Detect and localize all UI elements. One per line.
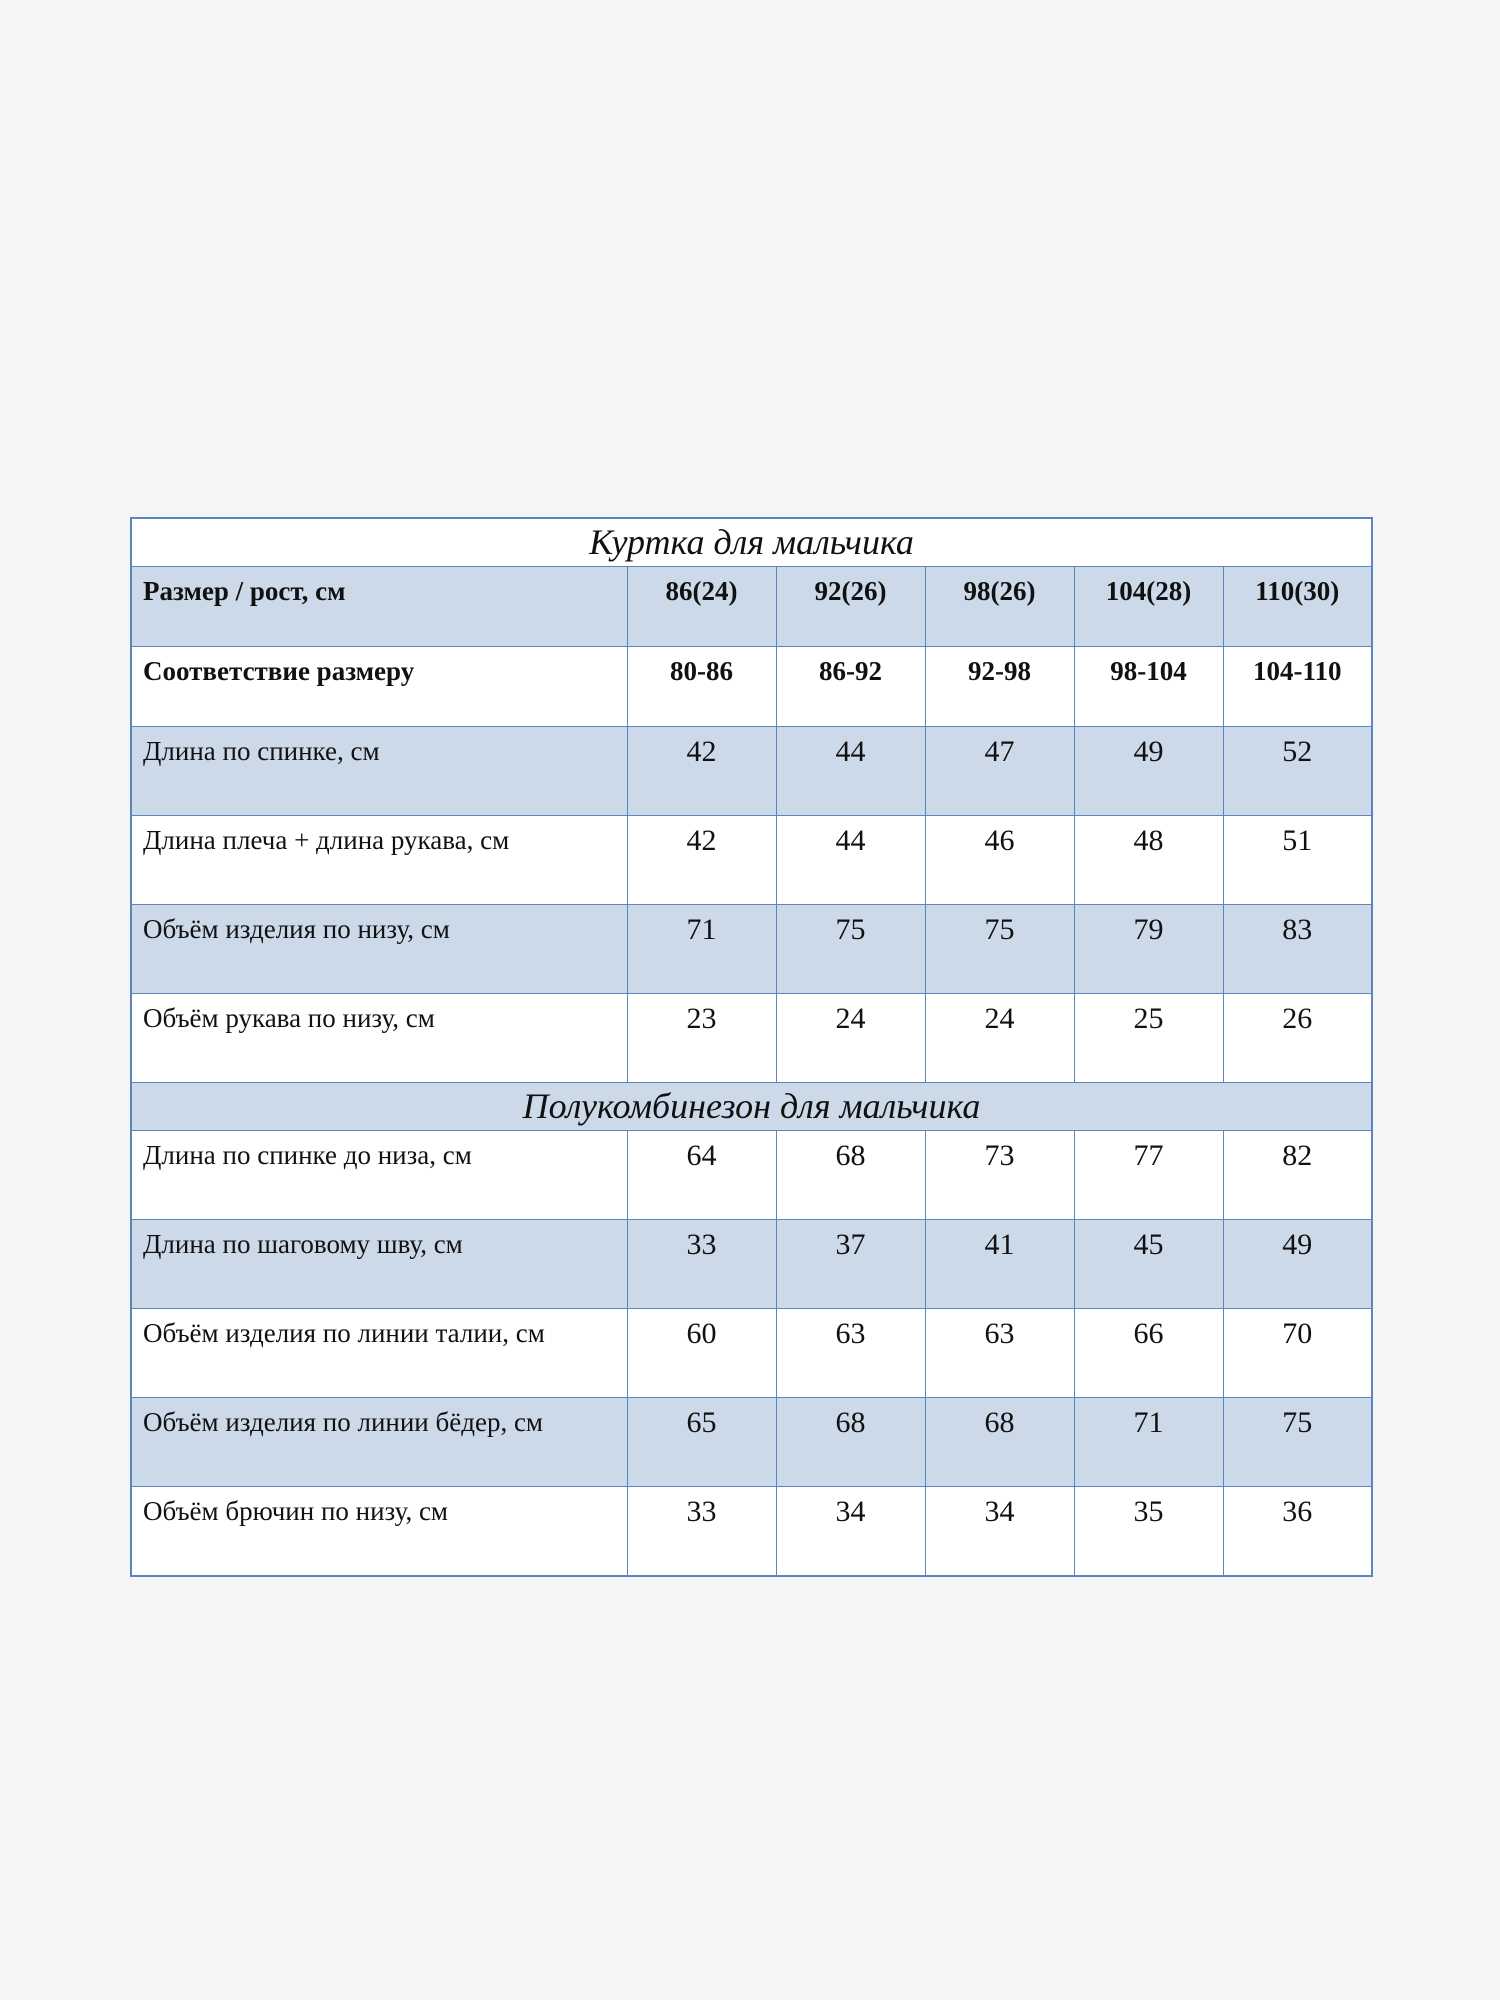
row-label: Длина по шаговому шву, см — [131, 1220, 627, 1309]
value-cell: 83 — [1223, 905, 1372, 994]
value-cell: 37 — [776, 1220, 925, 1309]
row-label: Длина по спинке, см — [131, 727, 627, 816]
value-cell: 68 — [925, 1398, 1074, 1487]
value-cell: 82 — [1223, 1131, 1372, 1220]
value-cell: 73 — [925, 1131, 1074, 1220]
row-label: Длина по спинке до низа, см — [131, 1131, 627, 1220]
row-label: Объём изделия по линии талии, см — [131, 1309, 627, 1398]
value-cell: 68 — [776, 1398, 925, 1487]
table-row — [131, 1220, 1372, 1309]
value-cell: 24 — [925, 994, 1074, 1083]
value-cell: 49 — [1223, 1220, 1372, 1309]
value-cell: 63 — [925, 1309, 1074, 1398]
jacket-title: Куртка для мальчика — [131, 518, 1372, 567]
table-row — [131, 1309, 1372, 1398]
size-header-cell: 92(26) — [776, 567, 925, 647]
value-cell: 33 — [627, 1220, 776, 1309]
value-cell: 26 — [1223, 994, 1372, 1083]
table-row — [131, 816, 1372, 905]
header-row — [131, 567, 1372, 647]
correspondence-row — [131, 647, 1372, 727]
value-cell: 41 — [925, 1220, 1074, 1309]
value-cell: 33 — [627, 1487, 776, 1577]
header-label: Размер / рост, см — [131, 567, 627, 647]
value-cell: 44 — [776, 727, 925, 816]
value-cell: 51 — [1223, 816, 1372, 905]
correspondence-cell: 98-104 — [1074, 647, 1223, 727]
size-header-cell: 86(24) — [627, 567, 776, 647]
row-label: Объём изделия по низу, см — [131, 905, 627, 994]
value-cell: 79 — [1074, 905, 1223, 994]
table-row — [131, 1487, 1372, 1577]
value-cell: 42 — [627, 727, 776, 816]
value-cell: 34 — [776, 1487, 925, 1577]
value-cell: 75 — [925, 905, 1074, 994]
correspondence-cell: 92-98 — [925, 647, 1074, 727]
value-cell: 77 — [1074, 1131, 1223, 1220]
value-cell: 44 — [776, 816, 925, 905]
row-label: Объём рукава по низу, см — [131, 994, 627, 1083]
row-label: Объём брючин по низу, см — [131, 1487, 627, 1577]
value-cell: 36 — [1223, 1487, 1372, 1577]
value-cell: 52 — [1223, 727, 1372, 816]
value-cell: 60 — [627, 1309, 776, 1398]
value-cell: 46 — [925, 816, 1074, 905]
correspondence-cell: 80-86 — [627, 647, 776, 727]
value-cell: 42 — [627, 816, 776, 905]
correspondence-cell: 86-92 — [776, 647, 925, 727]
value-cell: 47 — [925, 727, 1074, 816]
value-cell: 75 — [776, 905, 925, 994]
correspondence-cell: 104-110 — [1223, 647, 1372, 727]
value-cell: 68 — [776, 1131, 925, 1220]
table-row — [131, 905, 1372, 994]
value-cell: 63 — [776, 1309, 925, 1398]
value-cell: 71 — [627, 905, 776, 994]
value-cell: 35 — [1074, 1487, 1223, 1577]
overalls-title-row — [131, 1083, 1372, 1131]
table-row — [131, 727, 1372, 816]
correspondence-label: Соответствие размеру — [131, 647, 627, 727]
table-row — [131, 1398, 1372, 1487]
value-cell: 48 — [1074, 816, 1223, 905]
size-chart-table — [130, 517, 1373, 1577]
table-row — [131, 994, 1372, 1083]
value-cell: 25 — [1074, 994, 1223, 1083]
value-cell: 65 — [627, 1398, 776, 1487]
value-cell: 24 — [776, 994, 925, 1083]
jacket-title-row — [131, 518, 1372, 567]
value-cell: 45 — [1074, 1220, 1223, 1309]
value-cell: 66 — [1074, 1309, 1223, 1398]
value-cell: 34 — [925, 1487, 1074, 1577]
size-header-cell: 110(30) — [1223, 567, 1372, 647]
value-cell: 71 — [1074, 1398, 1223, 1487]
row-label: Длина плеча + длина рукава, см — [131, 816, 627, 905]
value-cell: 70 — [1223, 1309, 1372, 1398]
row-label: Объём изделия по линии бёдер, см — [131, 1398, 627, 1487]
value-cell: 49 — [1074, 727, 1223, 816]
value-cell: 75 — [1223, 1398, 1372, 1487]
table-row — [131, 1131, 1372, 1220]
value-cell: 23 — [627, 994, 776, 1083]
value-cell: 64 — [627, 1131, 776, 1220]
size-header-cell: 104(28) — [1074, 567, 1223, 647]
size-header-cell: 98(26) — [925, 567, 1074, 647]
overalls-title: Полукомбинезон для мальчика — [131, 1083, 1372, 1131]
